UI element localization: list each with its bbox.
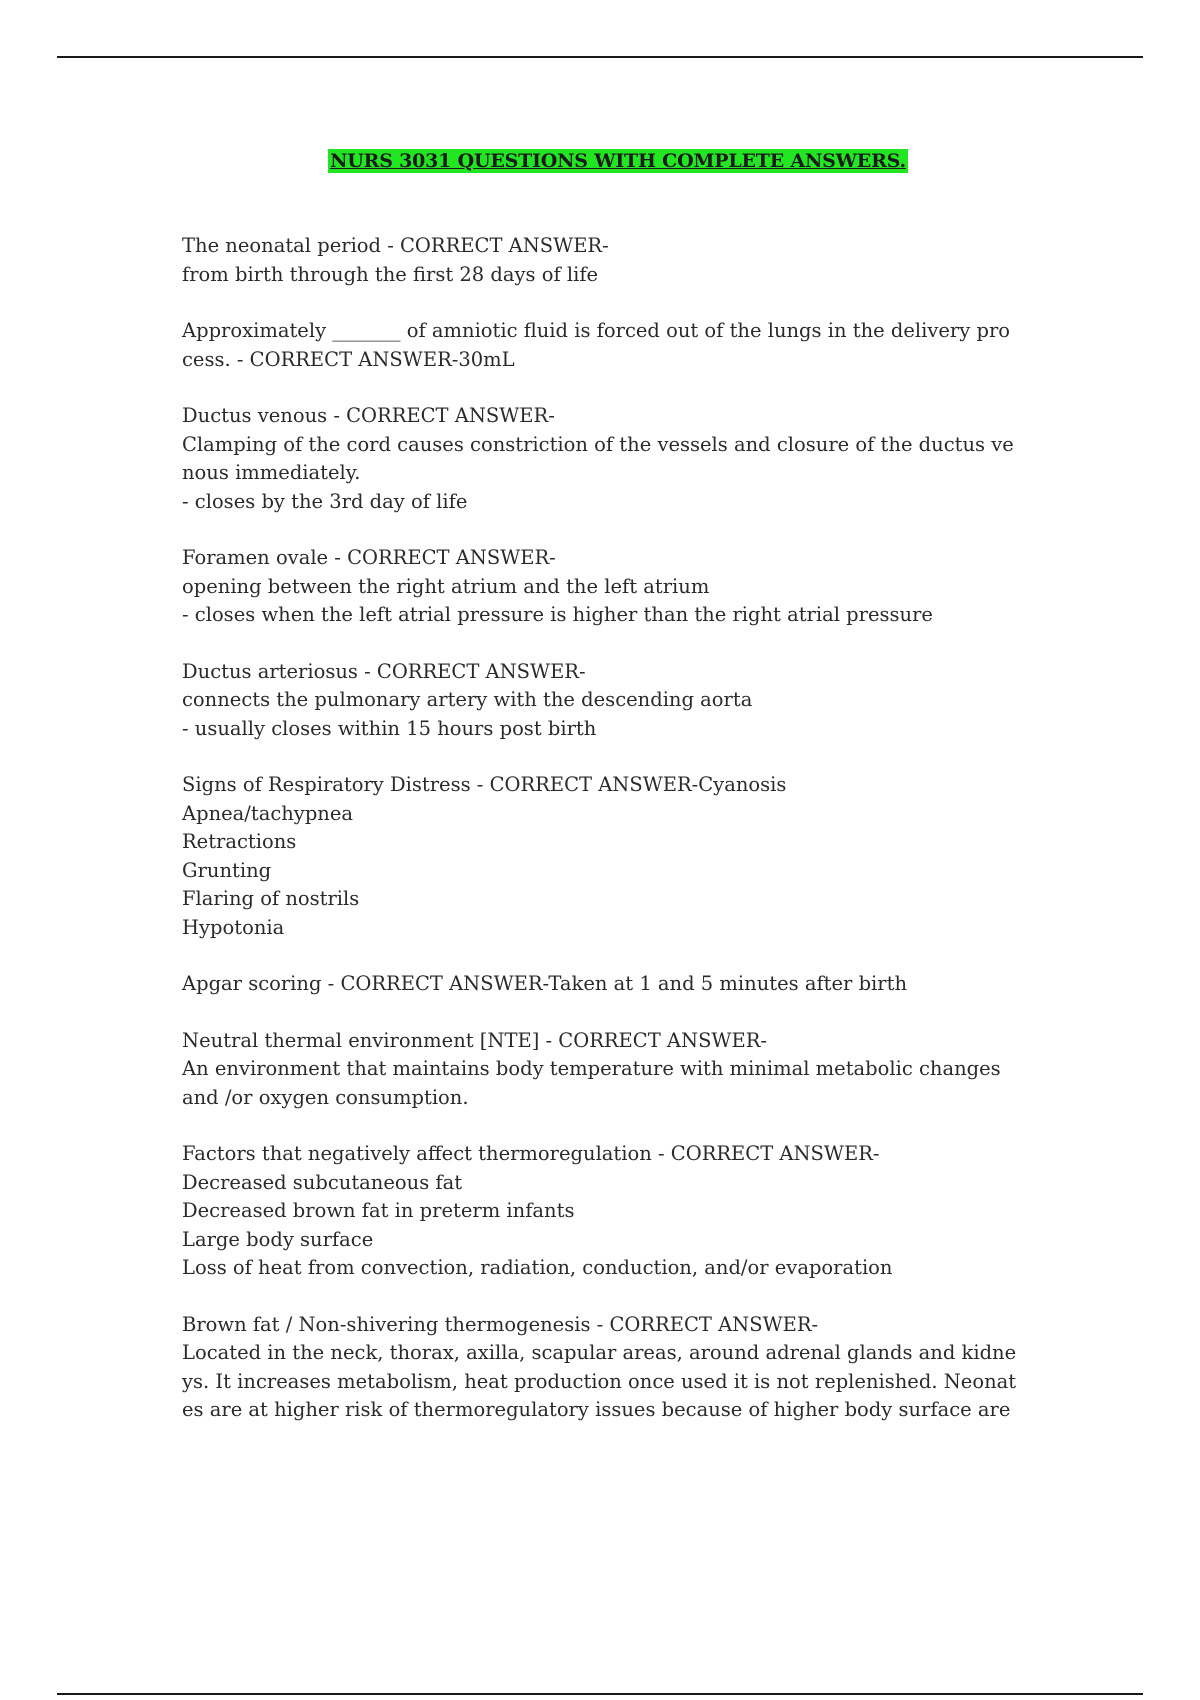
header-rule: [57, 56, 1143, 58]
entry-line: Clamping of the cord causes constriction of the vessels and closure of the ductus ve: [182, 432, 1014, 456]
qa-list: [182, 232, 1062, 1453]
entry-line: Decreased subcutaneous fat: [182, 1170, 463, 1194]
entry-line: Brown fat / Non-shivering thermogenesis - CORRECT ANSWER-: [182, 1312, 819, 1336]
entry-line: Located in the neck, thorax, axilla, scapular areas, around adrenal glands and kidne: [182, 1341, 1017, 1364]
title-container: [0, 149, 1200, 173]
entry-line: Large body surface: [182, 1227, 374, 1251]
qa-entry-thermoregulation-factors: [182, 1140, 1062, 1283]
entry-line: Flaring of nostrils: [182, 887, 360, 910]
entry-line: Hypotonia: [182, 915, 285, 939]
document-title: NURS 3031 QUESTIONS WITH COMPLETE ANSWERS.: [330, 150, 906, 172]
entry-line: Ductus venous - CORRECT ANSWER-: [182, 404, 555, 427]
footer-rule: [57, 1693, 1143, 1695]
entry-line: Apnea/tachypnea: [182, 801, 354, 825]
qa-entry-neutral-thermal-environment: [182, 1027, 1062, 1113]
entry-line: Neutral thermal environment [NTE] - CORRECT ANSWER-: [182, 1028, 767, 1052]
entry-line: An environment that maintains body temperature with minimal metabolic changes: [182, 1057, 1001, 1080]
entry-line: Grunting: [182, 858, 272, 882]
entry-line: nous immediately.: [182, 461, 361, 484]
entry-line: Signs of Respiratory Distress - CORRECT ANSWER-Cyanosis: [182, 773, 787, 796]
entry-line: Ductus arteriosus - CORRECT ANSWER-: [182, 659, 586, 683]
entry-line: Apgar scoring - CORRECT ANSWER-Taken at 1 and 5 minutes after birth: [182, 972, 908, 995]
qa-entry-neonatal-period: [182, 232, 1062, 289]
entry-line: opening between the right atrium and the left atrium: [182, 574, 710, 598]
entry-line: cess. - CORRECT ANSWER-30mL: [182, 347, 515, 371]
entry-line: Loss of heat from convection, radiation, conduction, and/or evaporation: [182, 1256, 893, 1279]
entry-line: The neonatal period - CORRECT ANSWER-: [182, 234, 609, 257]
entry-line: Approximately _______ of amniotic fluid is forced out of the lungs in the delivery pro: [182, 319, 1011, 342]
qa-entry-foramen-ovale: [182, 544, 1062, 630]
entry-line: connects the pulmonary artery with the descending aorta: [182, 688, 753, 711]
qa-entry-amniotic-fluid: [182, 317, 1062, 374]
entry-line: - closes by the 3rd day of life: [182, 489, 468, 513]
qa-entry-ductus-arteriosus: [182, 658, 1062, 744]
entry-line: - usually closes within 15 hours post birth: [182, 716, 597, 740]
qa-entry-apgar-scoring: [182, 970, 1062, 999]
entry-line: Foramen ovale - CORRECT ANSWER-: [182, 546, 556, 569]
qa-entry-ductus-venous: [182, 402, 1062, 516]
entry-line: - closes when the left atrial pressure is higher than the right atrial pressure: [182, 603, 933, 626]
entry-line: Decreased brown fat in preterm infants: [182, 1199, 575, 1222]
entry-line: and /or oxygen consumption.: [182, 1085, 469, 1109]
qa-entry-respiratory-distress: [182, 771, 1062, 942]
entry-line: ys. It increases metabolism, heat production once used it is not replenished. Neonat: [182, 1369, 1017, 1393]
entry-line: es are at higher risk of thermoregulatory issues because of higher body surface are: [182, 1398, 1011, 1421]
qa-entry-brown-fat: [182, 1311, 1062, 1425]
entry-line: Factors that negatively affect thermoregulation - CORRECT ANSWER-: [182, 1142, 880, 1165]
entry-line: Retractions: [182, 830, 297, 853]
entry-line: from birth through the first 28 days of life: [182, 262, 599, 286]
